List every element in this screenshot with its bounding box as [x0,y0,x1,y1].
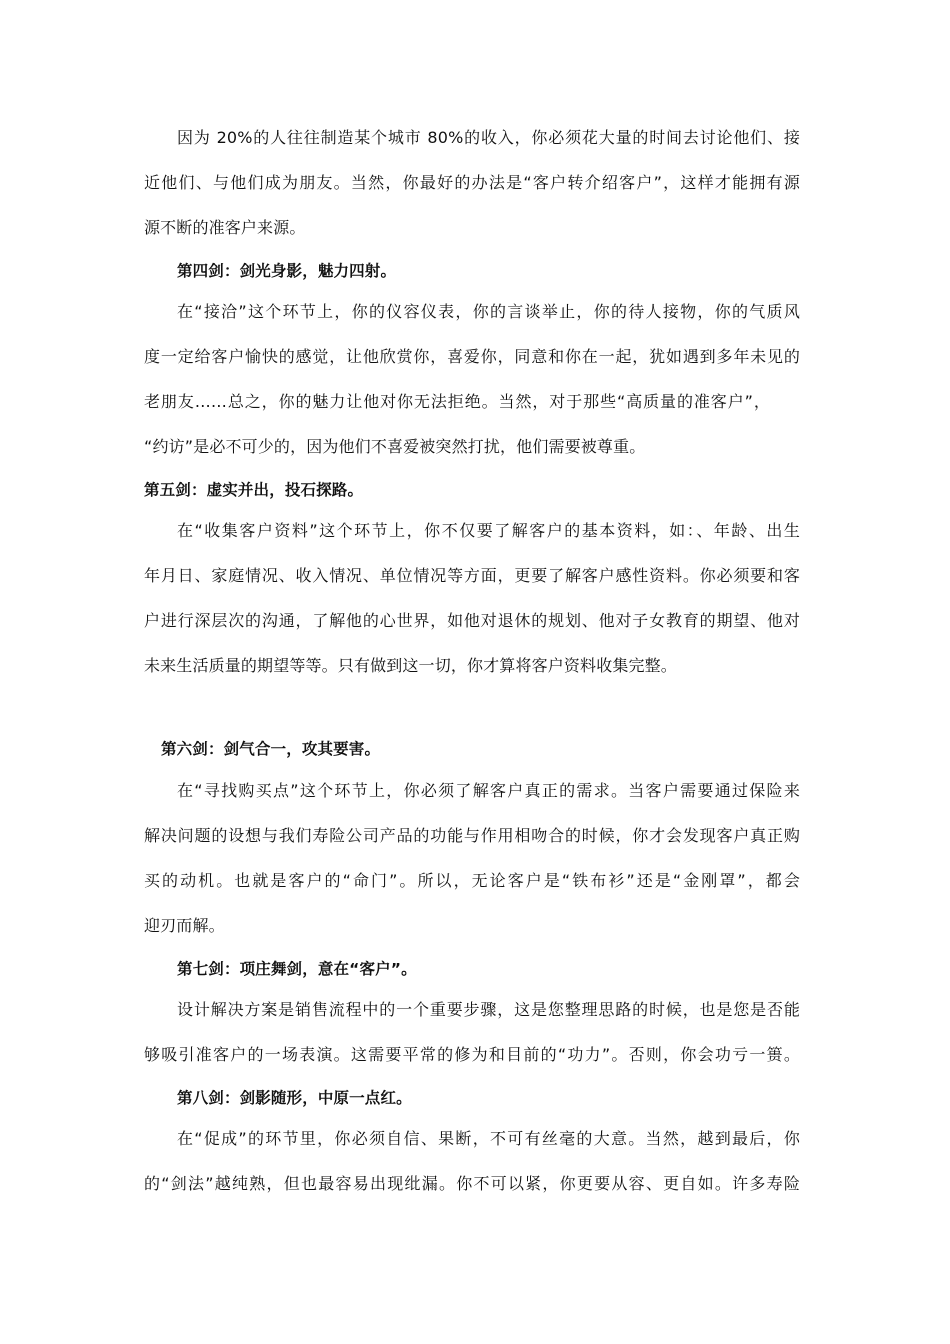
section-heading: 第七剑：项庄舞剑，意在“客户”。 [177,960,417,978]
paragraph-line: 买的动机。也就是客户的“命门”。所以，无论客户是“铁布衫”还是“金刚罩”，都会 [144,871,800,890]
section-heading: 第五剑：虚实并出，投石探路。 [144,481,364,499]
section-heading: 第八剑：剑影随形，中原一点红。 [177,1089,412,1107]
paragraph-line: 因为 20%的人往往制造某个城市 80%的收入，你必须花大量的时间去讨论他们、接 [177,128,800,147]
paragraph-line: 够吸引准客户的一场表演。这需要平常的修为和目前的“功力”。否则，你会功亏一篑。 [144,1045,800,1064]
paragraph-line: 在“寻找购买点”这个环节上，你必须了解客户真正的需求。当客户需要通过保险来 [177,781,800,800]
paragraph-line: 年月日、家庭情况、收入情况、单位情况等方面，更要了解客户感性资料。你必须要和客 [144,566,800,585]
paragraph-line: 老朋友……总之，你的魅力让他对你无法拒绝。当然，对于那些“高质量的准客户”， [144,392,770,411]
paragraph-line: 解决问题的设想与我们寿险公司产品的功能与作用相吻合的时候，你才会发现客户真正购 [144,826,800,845]
paragraph-line: 在“收集客户资料”这个环节上，你不仅要了解客户的基本资料，如：、年龄、出生 [177,521,800,540]
paragraph-line: 在“促成”的环节里，你必须自信、果断，不可有丝毫的大意。当然，越到最后，你 [177,1129,800,1148]
paragraph-line: 迎刃而解。 [144,916,225,935]
paragraph-line: 在“接洽”这个环节上，你的仪容仪表，你的言谈举止，你的待人接物，你的气质风 [177,302,800,321]
paragraph-line: 设计解决方案是销售流程中的一个重要步骤，这是您整理思路的时候，也是您是否能 [177,1000,800,1019]
paragraph-line: 近他们、与他们成为朋友。当然，你最好的办法是“客户转介绍客户”，这样才能拥有源 [144,173,800,192]
paragraph-line: 户进行深层次的沟通，了解他的心世界，如他对退休的规划、他对子女教育的期望、他对 [144,611,800,630]
paragraph-line: 度一定给客户愉快的感觉，让他欣赏你，喜爱你，同意和你在一起，犹如遇到多年未见的 [144,347,800,366]
paragraph-line: 未来生活质量的期望等等。只有做到这一切，你才算将客户资料收集完整。 [144,656,677,675]
paragraph-line: “约访”是必不可少的，因为他们不喜爱被突然打扰，他们需要被尊重。 [144,437,646,456]
paragraph-line: 源不断的准客户来源。 [144,218,306,237]
section-heading: 第四剑：剑光身影，魅力四射。 [177,262,397,280]
section-heading: 第六剑：剑气合一，攻其要害。 [161,740,381,758]
paragraph-line: 的“剑法”越纯熟，但也最容易出现纰漏。你不可以紧，你更要从容、更自如。许多寿险 [144,1174,800,1193]
